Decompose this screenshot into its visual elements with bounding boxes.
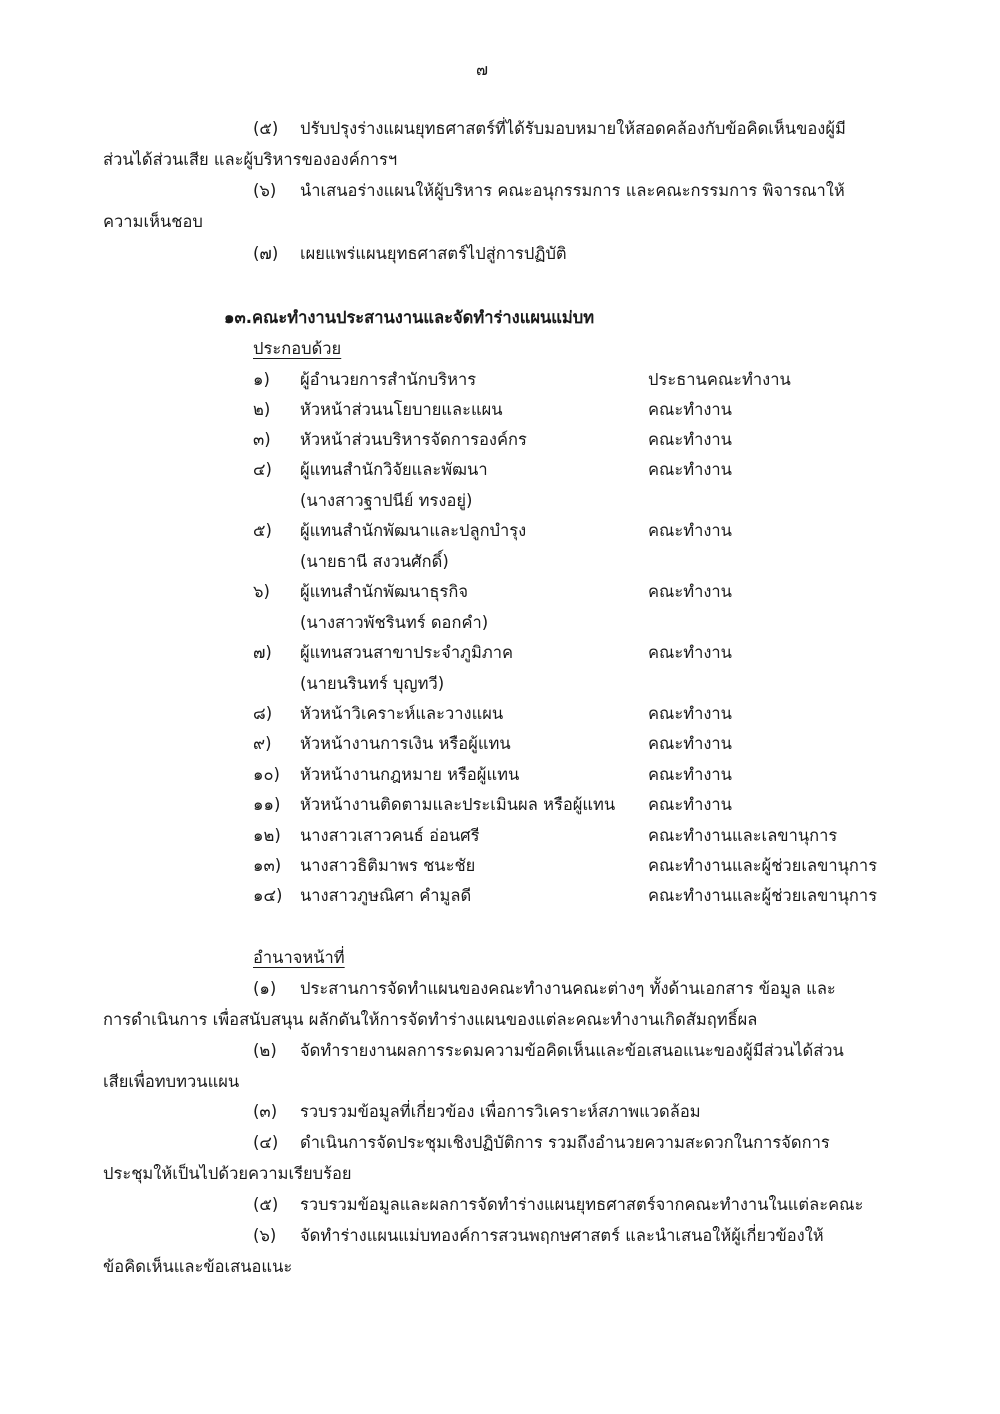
duty-number: (๒) — [253, 1041, 277, 1060]
member-number: ๑๒) — [253, 826, 281, 845]
member-row — [0, 855, 1000, 879]
member-name: นางสาวภูษณิศา คำมูลดี — [300, 886, 472, 905]
member-number: ๙) — [253, 734, 272, 753]
duty-number: (๓) — [253, 1102, 278, 1121]
duty-text: ประสานการจัดทำแผนของคณะทำงานคณะต่างๆ ทั้งด้านเอกสาร ข้อมูล และ — [300, 979, 836, 998]
prev-item-5-text: ปรับปรุงร่างแผนยุทธศาสตร์ที่ได้รับมอบหมายให้สอดคล้องกับข้อคิดเห็นของผู้มี — [300, 119, 846, 138]
member-role: คณะทำงาน — [648, 765, 732, 784]
member-number: ๒) — [253, 400, 271, 419]
member-number: ๘) — [253, 704, 273, 723]
member-row — [0, 885, 1000, 909]
member-row — [0, 642, 1000, 666]
duty-number: (๔) — [253, 1133, 279, 1152]
member-representative: (นายธานี สงวนศักดิ์) — [300, 552, 449, 571]
duty-text: ดำเนินการจัดประชุมเชิงปฏิบัติการ รวมถึงอำนวยความสะดวกในการจัดการ — [300, 1133, 830, 1152]
member-name: หัวหน้างานการเงิน หรือผู้แทน — [300, 734, 511, 753]
member-number: ๗) — [253, 643, 272, 662]
member-role: คณะทำงาน — [648, 795, 732, 814]
member-number: ๑๐) — [253, 765, 280, 784]
prev-item-6-text-cont: ความเห็นชอบ — [103, 212, 203, 231]
member-name: ผู้แทนสำนักวิจัยและพัฒนา — [300, 460, 488, 479]
member-row — [0, 399, 1000, 423]
member-role: คณะทำงาน — [648, 734, 732, 753]
member-row — [0, 369, 1000, 393]
duty-text: รวบรวมข้อมูลและผลการจัดทำร่างแผนยุทธศาสตร์จากคณะทำงานในแต่ละคณะ — [300, 1195, 864, 1214]
member-name: หัวหน้างานติดตามและประเมินผล หรือผู้แทน — [300, 795, 616, 814]
member-name: หัวหน้าส่วนบริหารจัดการองค์กร — [300, 430, 527, 449]
member-role: คณะทำงาน — [648, 704, 732, 723]
member-number: ๑๔) — [253, 886, 283, 905]
duty-number: (๑) — [253, 979, 277, 998]
prev-item-5-text-cont: ส่วนได้ส่วนเสีย และผู้บริหารขององค์การฯ — [103, 150, 398, 169]
member-row — [0, 612, 1000, 636]
duty-text-cont: ข้อคิดเห็นและข้อเสนอแนะ — [103, 1257, 293, 1276]
member-role: คณะทำงานและผู้ช่วยเลขานุการ — [648, 856, 878, 875]
member-number: ๓) — [253, 430, 271, 449]
member-number: ๔) — [253, 460, 272, 479]
member-name: นางสาวเสาวคนธ์ อ่อนศรี — [300, 826, 480, 845]
member-number: ๖) — [253, 582, 270, 601]
member-role: คณะทำงาน — [648, 460, 732, 479]
member-number: ๑๓) — [253, 856, 282, 875]
member-row — [0, 459, 1000, 483]
duties-label: อำนาจหน้าที่ — [253, 948, 345, 967]
duty-text: จัดทำร่างแผนแม่บทองค์การสวนพฤกษศาสตร์ และนำเสนอให้ผู้เกี่ยวข้องให้ — [300, 1226, 824, 1245]
section-heading: ๑๓.คณะทำงานประสานงานและจัดทำร่างแผนแม่บท — [224, 308, 595, 327]
duty-text-cont: ประชุมให้เป็นไปด้วยความเรียบร้อย — [103, 1164, 352, 1183]
page-number: ๗ — [476, 60, 489, 79]
duty-text: จัดทำรายงานผลการระดมความข้อคิดเห็นและข้อเสนอแนะของผู้มีส่วนได้ส่วน — [300, 1041, 844, 1060]
member-role: คณะทำงาน — [648, 643, 732, 662]
member-row — [0, 794, 1000, 818]
member-role: คณะทำงาน — [648, 430, 732, 449]
member-row — [0, 764, 1000, 788]
members-label: ประกอบด้วย — [253, 339, 342, 358]
member-role: คณะทำงาน — [648, 521, 732, 540]
duty-number: (๖) — [253, 1226, 277, 1245]
member-representative: (นายนรินทร์ บุญทวี) — [300, 674, 445, 693]
member-row — [0, 581, 1000, 605]
member-role: คณะทำงาน — [648, 400, 732, 419]
duty-text-cont: เสียเพื่อทบทวนแผน — [103, 1072, 240, 1091]
member-name: ผู้แทนสำนักพัฒนาและปลูกบำรุง — [300, 521, 527, 540]
member-role: คณะทำงานและผู้ช่วยเลขานุการ — [648, 886, 878, 905]
prev-item-7-text: เผยแพร่แผนยุทธศาสตร์ไปสู่การปฏิบัติ — [300, 244, 567, 263]
member-name: นางสาวธิติมาพร ชนะชัย — [300, 856, 476, 875]
member-row — [0, 429, 1000, 453]
prev-item-7-number: (๗) — [253, 244, 279, 263]
prev-item-6-number: (๖) — [253, 181, 277, 200]
duty-text: รวบรวมข้อมูลที่เกี่ยวข้อง เพื่อการวิเคราะห์สภาพแวดล้อม — [300, 1102, 701, 1121]
member-name: ผู้แทนสวนสาขาประจำภูมิภาค — [300, 643, 514, 662]
member-representative: (นางสาวฐาปนีย์ ทรงอยู่) — [300, 491, 473, 510]
prev-item-6-text: นำเสนอร่างแผนให้ผู้บริหาร คณะอนุกรรมการ และคณะกรรมการ พิจารณาให้ — [300, 181, 845, 200]
member-row — [0, 703, 1000, 727]
member-number: ๑๑) — [253, 795, 281, 814]
member-name: ผู้อำนวยการสำนักบริหาร — [300, 370, 477, 389]
member-number: ๕) — [253, 521, 272, 540]
member-row — [0, 733, 1000, 757]
member-row — [0, 490, 1000, 514]
member-role: คณะทำงาน — [648, 582, 732, 601]
member-row — [0, 551, 1000, 575]
member-name: หัวหน้าส่วนนโยบายและแผน — [300, 400, 503, 419]
member-number: ๑) — [253, 370, 270, 389]
member-row — [0, 673, 1000, 697]
member-representative: (นางสาวพัชรินทร์ ดอกคำ) — [300, 613, 489, 632]
member-name: ผู้แทนสำนักพัฒนาธุรกิจ — [300, 582, 468, 601]
member-name: หัวหน้างานกฎหมาย หรือผู้แทน — [300, 765, 520, 784]
duty-number: (๕) — [253, 1195, 279, 1214]
duty-text-cont: การดำเนินการ เพื่อสนับสนุน ผลักดันให้การจัดทำร่างแผนของแต่ละคณะทำงานเกิดสัมฤทธิ์ผล — [103, 1010, 758, 1029]
member-row — [0, 520, 1000, 544]
member-row — [0, 825, 1000, 849]
member-role: คณะทำงานและเลขานุการ — [648, 826, 838, 845]
prev-item-5-number: (๕) — [253, 119, 279, 138]
member-role: ประธานคณะทำงาน — [648, 370, 791, 389]
member-name: หัวหน้าวิเคราะห์และวางแผน — [300, 704, 504, 723]
